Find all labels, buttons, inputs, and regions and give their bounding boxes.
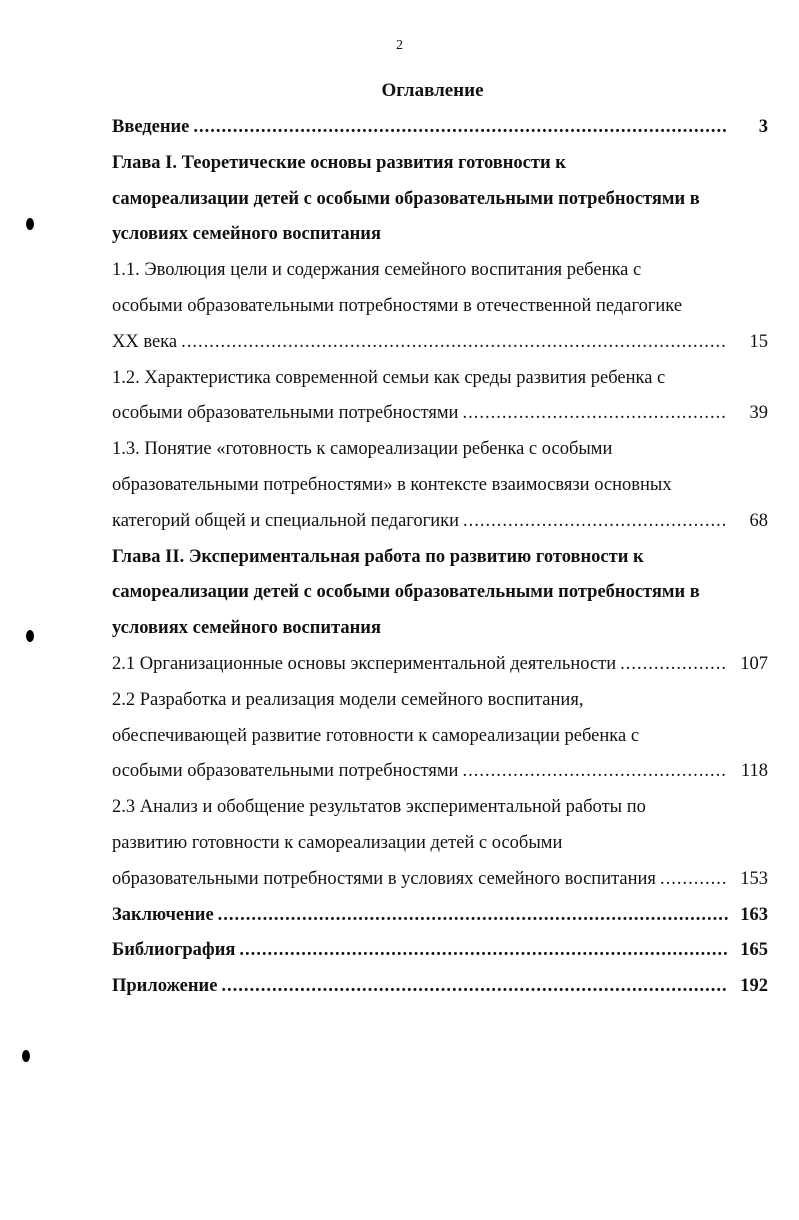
toc-entry-text: Глава I. Теоретические основы развития готовности к xyxy=(112,152,566,173)
toc-entry-text: 2.3 Анализ и обобщение результатов экспериментальной работы по xyxy=(112,797,646,818)
toc-page-number: 3 xyxy=(758,117,768,137)
toc-entry[interactable] xyxy=(112,933,768,969)
toc-entry-text: 1.1. Эволюция цели и содержания семейного воспитания ребенка с xyxy=(112,260,642,281)
toc-entry-text: обеспечивающей развитие готовности к самореализации ребенка с xyxy=(112,725,640,746)
toc-entry-text: Приложение xyxy=(112,976,218,997)
dot-leader xyxy=(221,969,728,1005)
dot-leader xyxy=(193,110,728,146)
toc-entry[interactable] xyxy=(112,432,768,539)
toc-entry-text: 2.2 Разработка и реализация модели семейного воспитания, xyxy=(112,689,584,710)
toc-entry[interactable] xyxy=(112,110,768,146)
toc-title: Оглавление xyxy=(381,80,484,101)
toc-entry-text: Глава II. Экспериментальная работа по развитию готовности к xyxy=(112,546,644,567)
toc-entry[interactable] xyxy=(112,969,768,1005)
page-number: 2 xyxy=(396,38,403,53)
dot-leader xyxy=(462,754,728,790)
hole-punch-bottom xyxy=(22,1050,30,1062)
toc-entry-text: категорий общей и специальной педагогики xyxy=(112,510,460,531)
toc-entry-text: особыми образовательными потребностями xyxy=(112,403,459,424)
dot-leader xyxy=(620,647,728,683)
dot-leader xyxy=(462,396,728,432)
dot-leader xyxy=(660,862,728,898)
toc-entry-text: образовательными потребностями в условиях семейного воспитания xyxy=(112,868,656,889)
toc-entry[interactable] xyxy=(112,540,768,647)
toc-page-number: 165 xyxy=(740,940,768,961)
toc-entry-text: Заключение xyxy=(112,904,214,925)
toc-entry-text: 2.1 Организационные основы экспериментальной деятельности xyxy=(112,653,617,674)
toc-entry-text: Библиография xyxy=(112,940,236,961)
table-of-contents xyxy=(112,110,768,1005)
toc-entry-text: особыми образовательными потребностями в отечественной педагогике xyxy=(112,295,683,316)
dot-leader xyxy=(463,504,728,540)
toc-entry[interactable] xyxy=(112,361,768,433)
dot-leader xyxy=(181,325,728,361)
toc-entry-text: образовательными потребностями» в контексте взаимосвязи основных xyxy=(112,474,672,495)
hole-punch-top xyxy=(26,218,34,230)
dot-leader xyxy=(218,898,728,934)
toc-entry[interactable] xyxy=(112,898,768,934)
toc-entry-text: 1.2. Характеристика современной семьи как среды развития ребенка с xyxy=(112,367,666,388)
toc-page-number: 153 xyxy=(740,868,768,889)
toc-entry-text: самореализации детей с особыми образовательными потребностями в xyxy=(112,188,700,209)
toc-entry-text: развитию готовности к самореализации детей с особыми xyxy=(112,832,563,853)
toc-page-number: 15 xyxy=(749,331,768,352)
toc-page-number: 68 xyxy=(749,510,768,531)
toc-page-number: 118 xyxy=(740,761,768,782)
toc-entry[interactable] xyxy=(112,146,768,253)
toc-entry-text: 1.3. Понятие «готовность к самореализации ребенка с особыми xyxy=(112,439,613,460)
toc-entry[interactable] xyxy=(112,647,768,683)
toc-entry-text: XX века xyxy=(112,331,178,352)
toc-entry-text: особыми образовательными потребностями xyxy=(112,761,459,782)
toc-entry-text: условиях семейного воспитания xyxy=(112,224,381,245)
dot-leader xyxy=(239,933,728,969)
toc-entry-text: Введение xyxy=(112,117,190,137)
toc-page-number: 39 xyxy=(749,403,768,424)
toc-entry[interactable] xyxy=(112,683,768,790)
toc-entry-text: условиях семейного воспитания xyxy=(112,618,381,639)
hole-punch-middle xyxy=(26,630,34,642)
toc-page-number: 107 xyxy=(740,653,768,674)
toc-entry-text: самореализации детей с особыми образовательными потребностями в xyxy=(112,582,700,603)
toc-entry[interactable] xyxy=(112,790,768,897)
toc-page-number: 192 xyxy=(740,976,768,997)
toc-entry[interactable] xyxy=(112,253,768,360)
toc-page-number: 163 xyxy=(740,904,768,925)
